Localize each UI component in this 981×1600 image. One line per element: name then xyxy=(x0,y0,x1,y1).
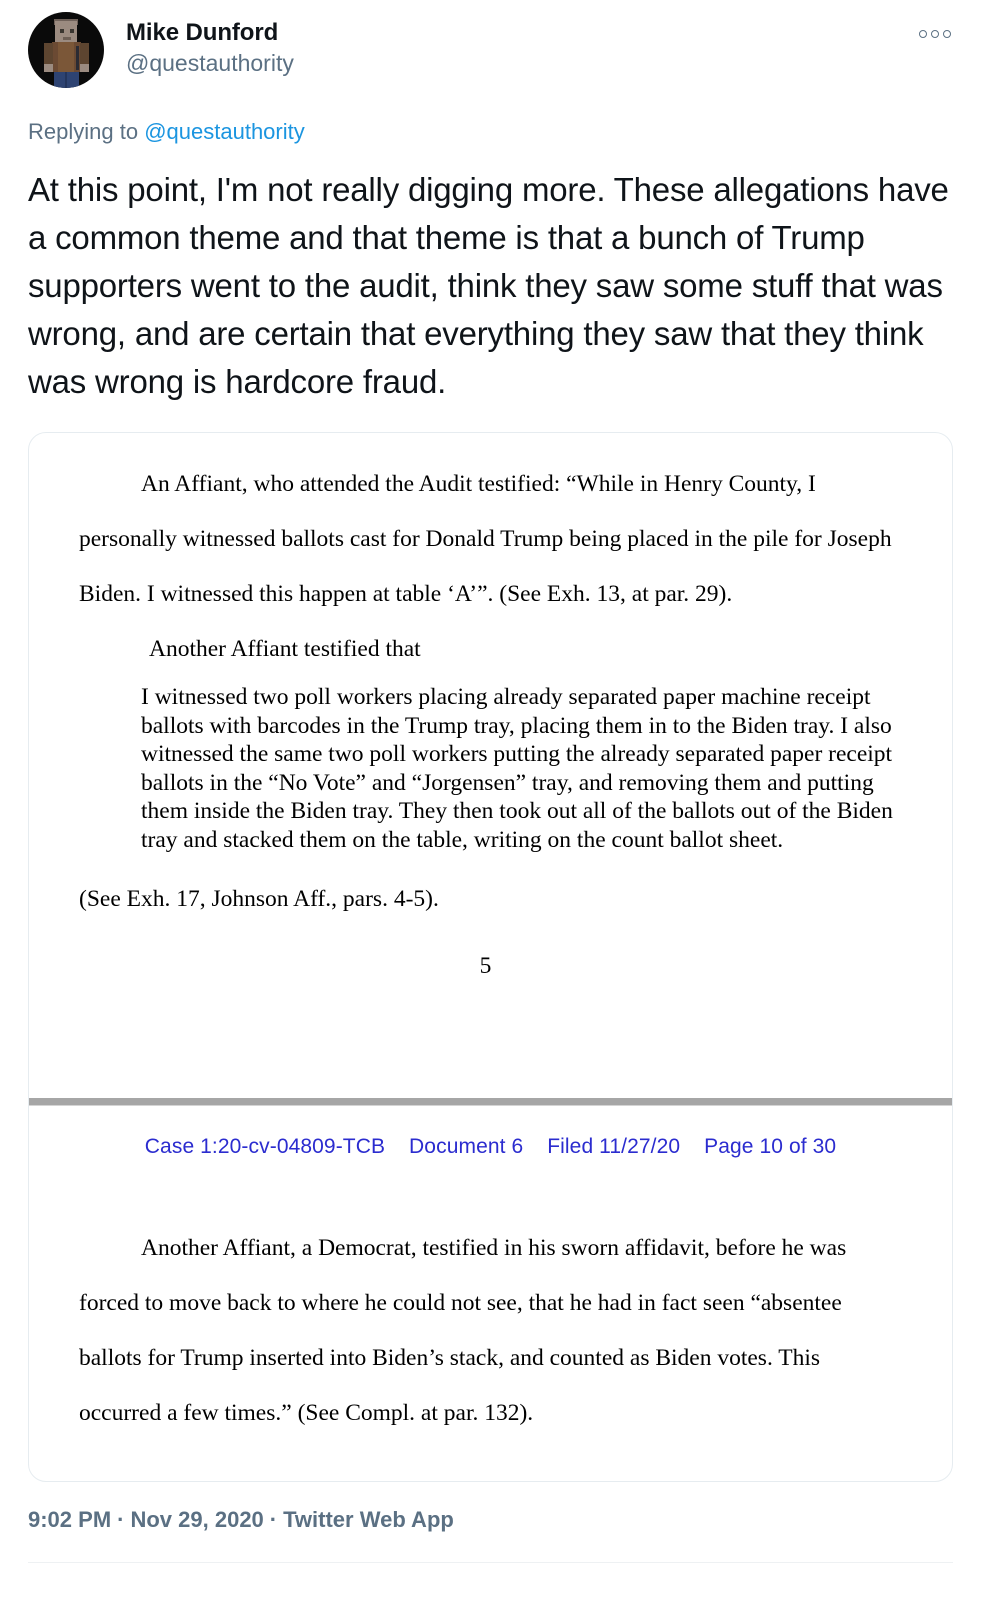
document-paragraph-3: Another Affiant, a Democrat, testified in his sworn affidavit, before he was forced to move back to where he could not see, that he had in fact seen “absentee ballots for Trump inserted into Biden’s stack, and counted as Biden votes. This occurred a few times.” (See Compl. at par. 132). xyxy=(79,1235,847,1426)
tweet-body-text: At this point, I'm not really digging more. These allegations have a common theme and that theme is that a bunch of Trump supporters went to the audit, think they saw some stuff that was wrong, and are certain that everything they saw that they think was wrong is hardcore fraud. xyxy=(28,171,949,400)
case-header-page: Page 10 of 30 xyxy=(704,1135,837,1158)
document-upper-section xyxy=(29,433,952,1098)
meta-separator-2: · xyxy=(269,1507,278,1532)
avatar-eye-right xyxy=(70,29,74,33)
tweet-header xyxy=(0,0,981,96)
replying-to-label: Replying to xyxy=(28,119,139,144)
avatar-eye-left xyxy=(60,29,64,33)
document-paragraph-1: An Affiant, who attended the Audit testified: “While in Henry County, I personally witnessed ballots cast for Donald Trump being placed in the pile for Joseph Biden. I witnessed this happen at table ‘A’”. (See Exh. 13, at par. 29). xyxy=(79,471,892,607)
document-lower-section xyxy=(29,1159,952,1481)
avatar-tool xyxy=(76,46,79,70)
avatar-mouth xyxy=(63,37,71,40)
author-names xyxy=(126,10,294,78)
tweet-date: Nov 29, 2020 xyxy=(130,1507,264,1532)
author-handle[interactable]: @questauthority xyxy=(126,50,294,76)
avatar-hand-left xyxy=(44,64,53,72)
case-header-case: Case 1:20-cv-04809-TCB xyxy=(144,1135,386,1158)
document-paragraph-2-lead: Another Affiant testified that xyxy=(149,636,421,662)
embedded-document-image[interactable] xyxy=(28,432,953,1482)
case-header-document: Document 6 xyxy=(409,1135,524,1158)
document-blockquote: I witnessed two poll workers placing already separated paper machine receipt ballots with barcodes in the Trump tray, placing them in to the Biden tray. I also witnessed the same two poll workers putting the already separated paper receipt ballots in the “No Vote” and “Jorgensen” tray, and removing them and putting them inside the Biden tray. They then took out all of the ballots out of the Biden tray and stacked them on the table, writing on the count ballot sheet. xyxy=(141,684,893,853)
replying-to-handle-link[interactable]: @questauthority xyxy=(144,119,305,144)
avatar-leg-divider xyxy=(65,72,67,88)
document-citation-line xyxy=(79,872,902,927)
tweet-time: 9:02 PM xyxy=(28,1507,112,1532)
document-page xyxy=(29,433,952,1481)
more-horizontal-icon[interactable] xyxy=(913,20,957,48)
tweet-metadata xyxy=(0,1482,981,1534)
author-display-name[interactable]: Mike Dunford xyxy=(126,19,279,46)
more-dot-2 xyxy=(931,30,939,38)
avatar[interactable] xyxy=(28,12,104,88)
more-dot-3 xyxy=(943,30,951,38)
replying-to-row xyxy=(0,96,981,146)
bottom-divider xyxy=(28,1562,953,1563)
tweet-source-app[interactable]: Twitter Web App xyxy=(283,1507,454,1532)
avatar-hand-right xyxy=(80,64,89,72)
document-case-header xyxy=(29,1105,952,1159)
more-dot-1 xyxy=(919,30,927,38)
document-citation: (See Exh. 17, Johnson Aff., pars. 4-5). xyxy=(79,886,439,912)
document-whitespace xyxy=(79,980,902,1098)
document-page-number: 5 xyxy=(479,953,492,979)
case-header-filed: Filed 11/27/20 xyxy=(547,1135,681,1158)
avatar-body-front xyxy=(58,42,74,72)
document-page-divider xyxy=(29,1098,952,1105)
meta-separator-1: · xyxy=(117,1507,125,1532)
